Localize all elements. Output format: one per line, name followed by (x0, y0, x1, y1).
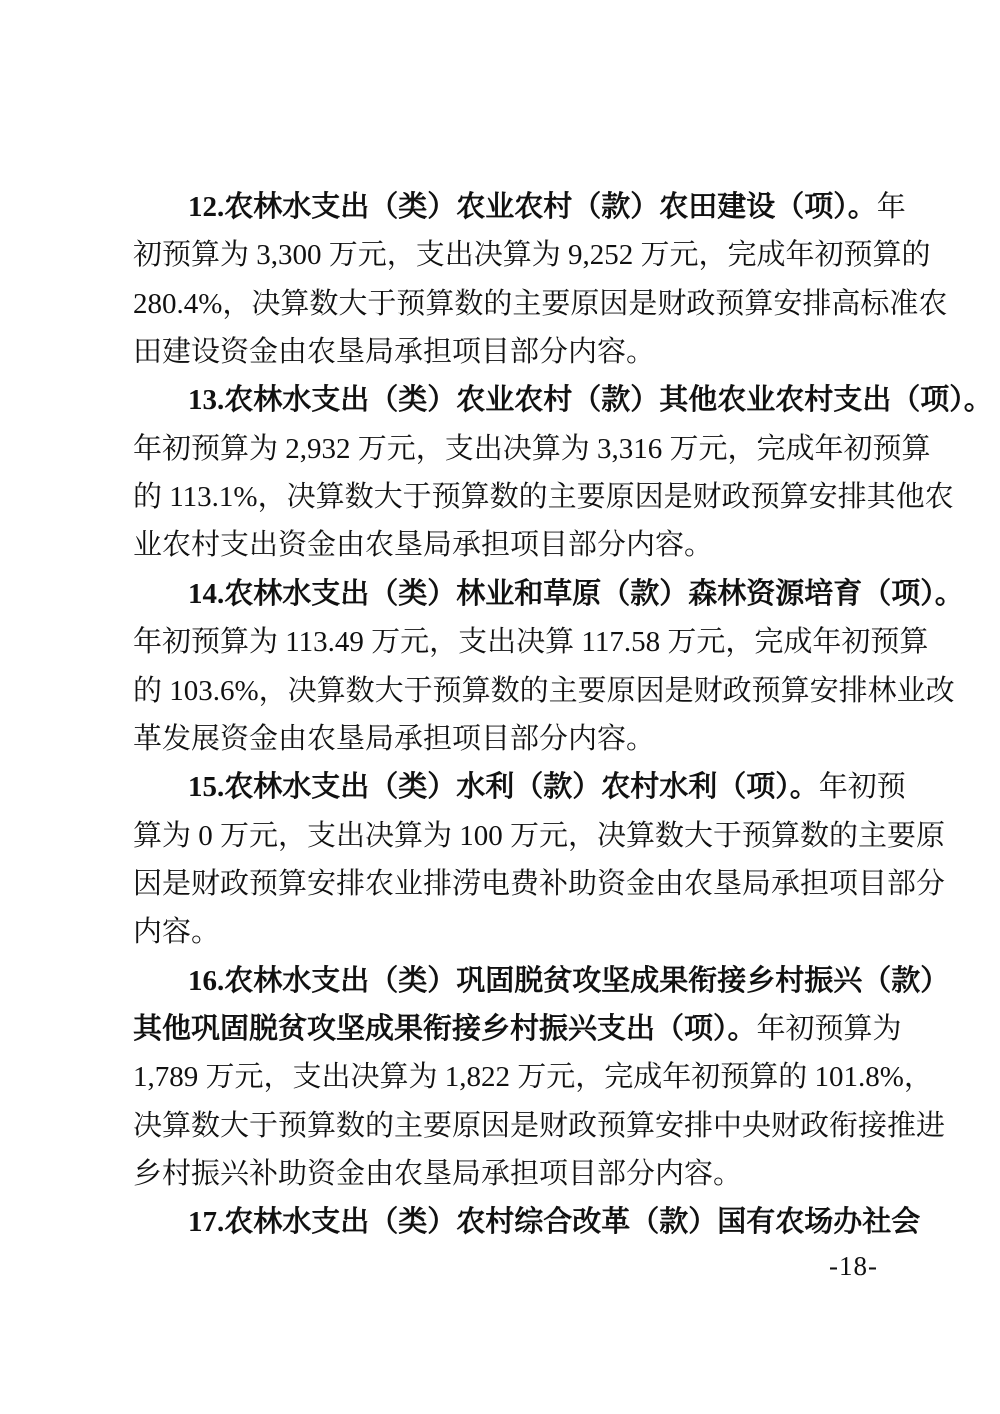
heading-segment: 13.农林水支出（类）农业农村（款）其他农业农村支出（项）。 (188, 384, 993, 417)
body-segment: 业农村支出资金由农垦局承担项目部分内容。 (133, 529, 714, 562)
body-segment: 的 103.6%，决算数大于预算数的主要原因是财政预算安排林业改 (133, 674, 955, 707)
body-segment: 的 113.1%，决算数大于预算数的主要原因是财政预算安排其他农 (133, 481, 954, 514)
body-segment: 1,789 万元，支出决算为 1,822 万元，完成年初预算的 101.8%， (133, 1061, 933, 1094)
body-segment: 乡村振兴补助资金由农垦局承担项目部分内容。 (133, 1158, 743, 1190)
text-line (188, 1205, 920, 1239)
body-segment: 年初预算为 (756, 1012, 902, 1045)
text-line (188, 964, 949, 998)
text-line (133, 480, 954, 514)
text-line (133, 915, 220, 949)
heading-segment: 其他巩固脱贫攻坚成果衔接乡村振兴支出（项）。 (133, 1012, 757, 1045)
text-line (133, 722, 655, 756)
text-line (188, 383, 993, 417)
text-line (133, 1012, 902, 1046)
text-line (133, 1060, 933, 1094)
text-line (188, 770, 906, 804)
text-line (133, 674, 955, 708)
body-segment: 田建设资金由农垦局承担项目部分内容。 (133, 336, 656, 369)
text-line (133, 335, 655, 369)
page-number: -18- (829, 1251, 878, 1281)
text-line (133, 819, 945, 853)
body-segment: 内容。 (133, 916, 221, 949)
body-segment: 年初预算为 2,932 万元，支出决算为 3,316 万元，完成年初预算 (133, 432, 931, 465)
heading-segment: 16.农林水支出（类）巩固脱贫攻坚成果衔接乡村振兴（款） (188, 964, 950, 997)
body-segment: 算为 0 万元，支出决算为 100 万元，决算数大于预算数的主要原 (133, 819, 946, 852)
body-segment: 年初预算为 113.49 万元，支出决算 117.58 万元，完成年初预算 (133, 626, 929, 659)
text-line (133, 432, 931, 466)
body-segment: 年初预 (818, 771, 906, 804)
body-segment: 280.4%，决算数大于预算数的主要原因是财政预算安排高标准农 (133, 287, 948, 320)
text-line (188, 577, 964, 611)
body-segment: 初预算为 3,300 万元，支出决算为 9,252 万元，完成年初预算的 (133, 239, 931, 272)
text-line (133, 1109, 945, 1143)
text-line (133, 287, 947, 321)
body-segment: 年 (876, 191, 906, 223)
body-segment: 因是财政预算安排农业排涝电费补助资金由农垦局承担项目部分 (133, 867, 946, 900)
body-segment: 革发展资金由农垦局承担项目部分内容。 (133, 722, 656, 755)
text-line (133, 625, 928, 659)
text-line (133, 1157, 742, 1191)
text-line (133, 238, 931, 272)
heading-segment: 12.农林水支出（类）农业农村（款）农田建设（项）。 (188, 191, 877, 223)
text-line (133, 528, 713, 562)
text-line (188, 190, 906, 224)
body-segment: 决算数大于预算数的主要原因是财政预算安排中央财政衔接推进 (133, 1109, 946, 1142)
heading-segment: 17.农林水支出（类）农村综合改革（款）国有农场办社会 (188, 1206, 921, 1239)
text-line (133, 867, 945, 901)
heading-segment: 14.农林水支出（类）林业和草原（款）森林资源培育（项）。 (188, 577, 964, 610)
heading-segment: 15.农林水支出（类）水利（款）农村水利（项）。 (188, 771, 819, 804)
